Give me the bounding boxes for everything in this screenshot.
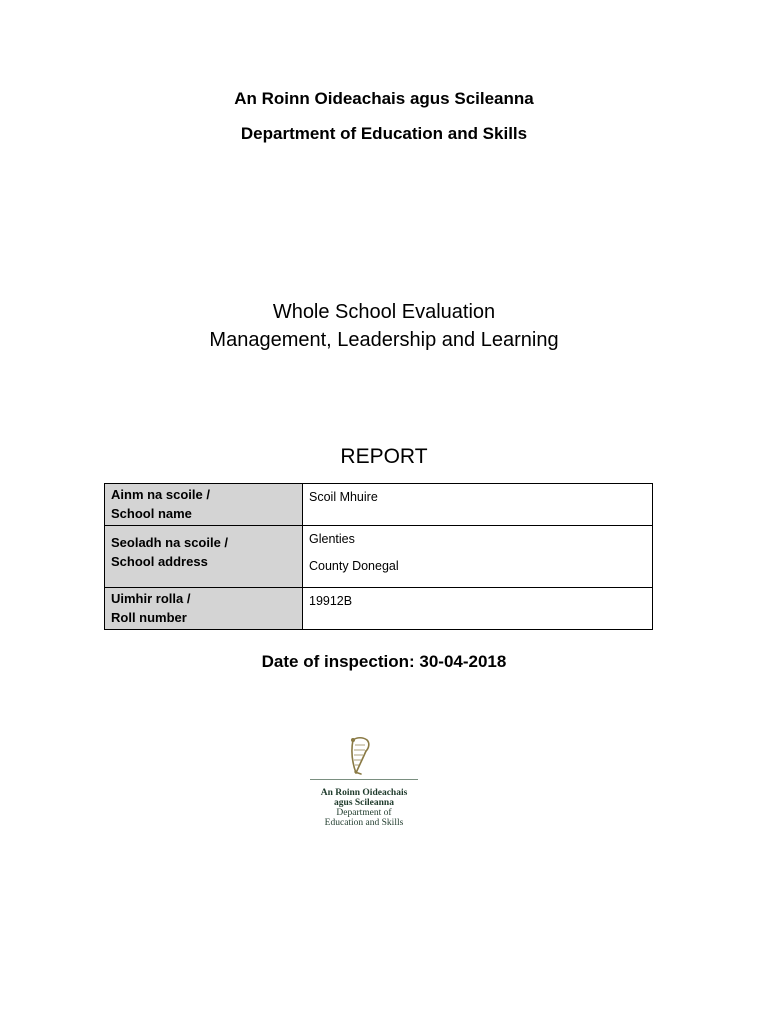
roll-number-text: 19912B	[309, 594, 353, 608]
school-address-line-2: County Donegal	[309, 559, 399, 573]
school-address-spacer	[309, 547, 652, 558]
logo-divider	[310, 779, 418, 780]
school-name-label-english: School name	[111, 506, 192, 521]
roll-number-value	[303, 588, 653, 630]
table-row-school-address	[105, 526, 653, 588]
department-name-irish: An Roinn Oideachais agus Scileanna	[234, 89, 534, 108]
school-address-line-1: Glenties	[309, 532, 355, 546]
school-name-text: Scoil Mhuire	[309, 490, 378, 504]
logo-text-irish-1: An Roinn Oideachais	[320, 788, 408, 798]
school-name-label-irish: Ainm na scoile /	[111, 487, 210, 502]
logo-text-english-1: Department of	[336, 808, 392, 818]
school-address-label-irish: Seoladh na scoile /	[111, 535, 229, 550]
roll-number-label	[105, 588, 303, 630]
school-address-value	[303, 526, 653, 588]
logo-text-english-2: Education and Skills	[324, 818, 404, 828]
harp-icon	[348, 736, 372, 776]
school-address-label-english: School address	[111, 554, 208, 569]
report-heading: REPORT	[340, 445, 428, 468]
inspection-date: Date of inspection: 30-04-2018	[261, 652, 507, 671]
school-name-value	[303, 484, 653, 526]
report-subtitle: Management, Leadership and Learning	[209, 329, 559, 351]
department-name-english: Department of Education and Skills	[240, 124, 528, 143]
department-logo	[308, 736, 420, 832]
school-address-label	[105, 526, 303, 588]
logo-text-irish-2: agus Scileanna	[334, 798, 394, 808]
table-row-roll-number	[105, 588, 653, 630]
school-info-table	[104, 483, 653, 630]
table-row-school-name	[105, 484, 653, 526]
roll-number-label-english: Roll number	[111, 610, 187, 625]
school-name-label	[105, 484, 303, 526]
report-title: Whole School Evaluation	[272, 301, 496, 323]
roll-number-label-irish: Uimhir rolla /	[111, 591, 191, 606]
